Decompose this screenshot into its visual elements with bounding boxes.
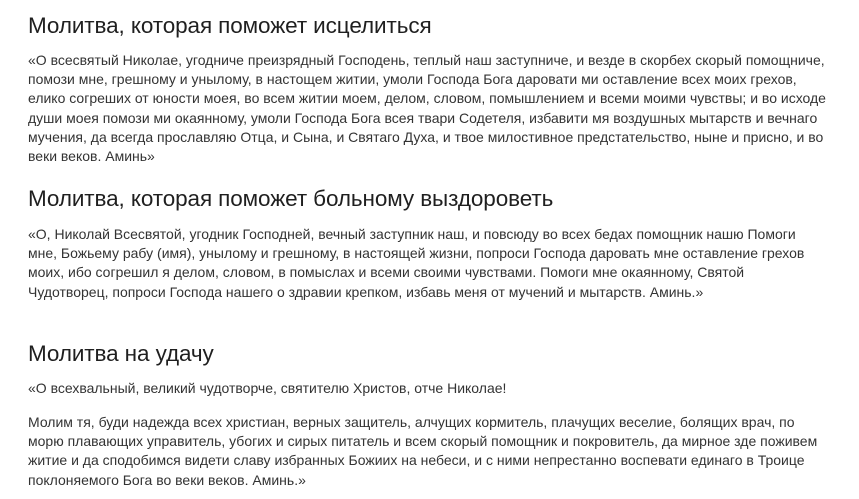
prayer-text-luck-body: Молим тя, буди надежда всех христиан, верных защитель, алчущих кормитель, плачущих веселие, болящих врач, по морю плавающих управитель, убогих и сирых питатель и всем скорый помощник и покровитель, да мирное зде поживем житие и да сподобимся видети славу избранных Божиих на небеси, и с ними непрестанно воспевати единаго в Троице поклоняемого Бога во веки веков. Аминь.»: [28, 414, 818, 488]
section-heading-luck: Молитва на удачу: [28, 341, 214, 366]
section-heading-healing: Молитва, которая поможет исцелиться: [28, 13, 432, 38]
prayer-text-recovery: «О, Николай Всесвятой, угодник Господней, вечный заступник наш, и повсюду во всех бедах помощник нашю Помоги мне, Божьему рабу (имя), унылому и грешному, в настоящей жизни, попроси Господа даровать мне оставление грехов моих, ибо согрешил я делом, словом, в помыслах и всеми своими чувствами. Помоги мне окаянному, Святой Чудотворец, попроси Господа нашего о здравии крепком, избавь меня от мучений и мытарств. Аминь.»: [28, 226, 805, 300]
prayer-text-healing: «О всесвятый Николае, угодниче преизрядный Господень, теплый наш заступниче, и везде в скорбех скорый помощниче, помози мне, грешному и унылому, в настощем житии, умоли Господа Бога даровати ми оставление всех моих грехов, елико согреших от юности моея, во всем житии моем, делом, словом, помышлением и всеми моими чувствы; и во исходе души моея помози ми окаянному, умоли Господа Бога всея твари Содетеля, избавити мя воздушных мытарств и вечнаго мучения, да всегда прославляю Отца, и Сына, и Святаго Духа, и твое милостивное предстательство, ныне и присно, и во веки веков. Аминь»: [28, 52, 826, 165]
prayer-text-luck-intro: «О всехвальный, великий чудотворче, святителю Христов, отче Николае!: [28, 380, 507, 396]
section-heading-recovery: Молитва, которая поможет больному выздороветь: [28, 186, 554, 211]
